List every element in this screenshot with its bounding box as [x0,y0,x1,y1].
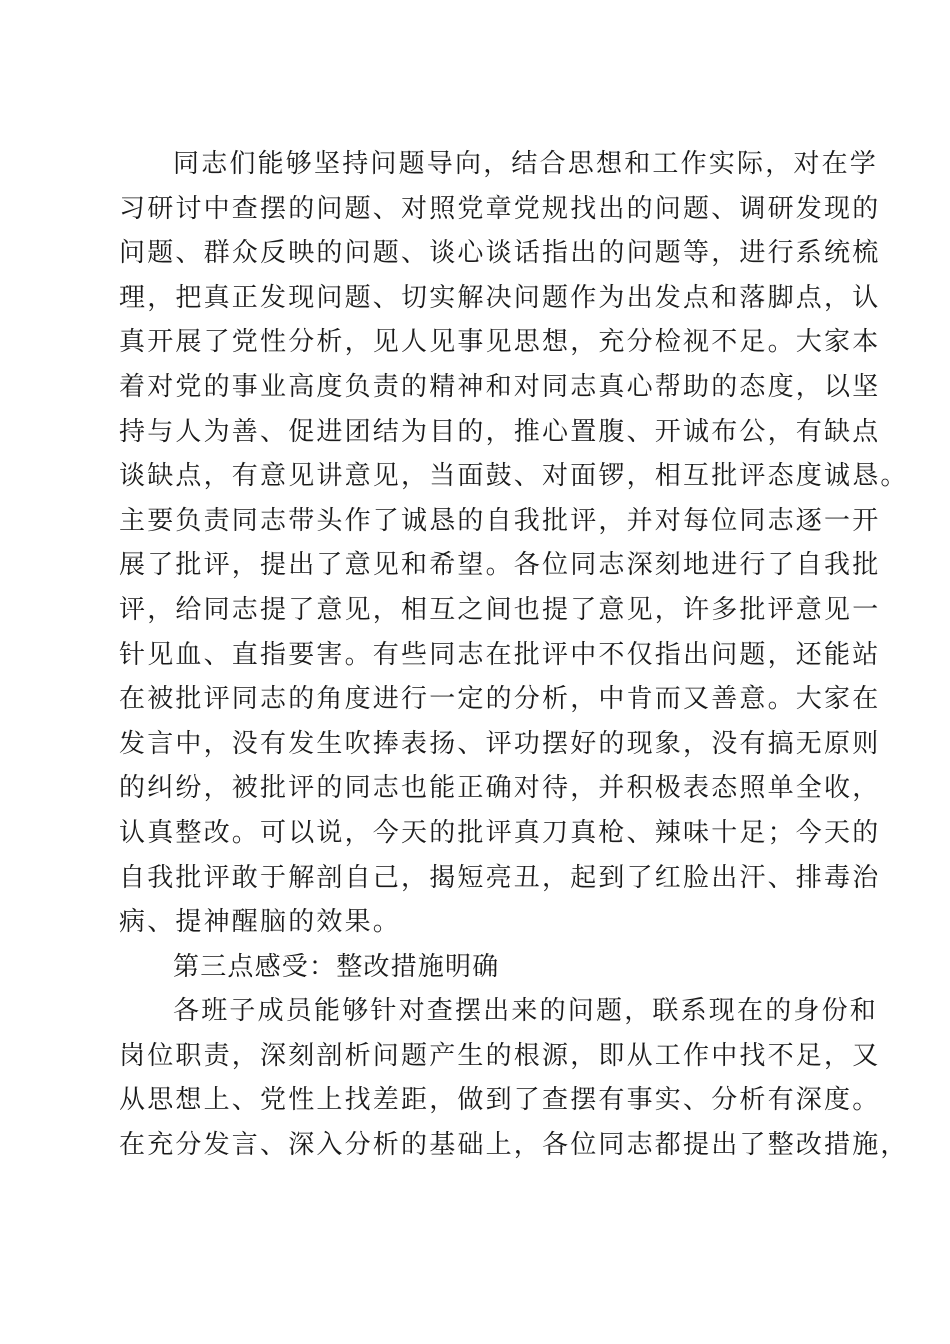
paragraph-1-line-17: 自我批评敢于解剖自己，揭短亮丑，起到了红脸出汗、排毒治 [119,862,881,893]
paragraph-1-line-9: 主要负责同志带头作了诚恳的自我批评，并对每位同志逐一开 [119,505,881,536]
body-text [119,142,909,1168]
paragraph-1-line-12: 针见血、直指要害。有些同志在批评中不仅指出问题，还能站 [119,639,881,670]
paragraph-1-line-10: 展了批评，提出了意见和希望。各位同志深刻地进行了自我批 [119,550,881,581]
paragraph-1-line-15: 的纠纷，被批评的同志也能正确对待，并积极表态照单全收， [119,773,881,804]
paragraph-2-line-3: 从思想上、党性上找差距，做到了查摆有事实、分析有深度。 [119,1085,881,1116]
paragraph-1-line-2: 习研讨中查摆的问题、对照党章党规找出的问题、调研发现的 [119,193,881,224]
paragraph-1-line-3: 问题、群众反映的问题、谈心谈话指出的问题等，进行系统梳 [119,238,881,269]
paragraph-1-line-13: 在被批评同志的角度进行一定的分析，中肯而又善意。大家在 [119,684,881,715]
paragraph-2-line-1: 各班子成员能够针对查摆出来的问题，联系现在的身份和 [173,996,879,1027]
paragraph-1-line-6: 着对党的事业高度负责的精神和对同志真心帮助的态度，以坚 [119,371,881,402]
paragraph-1-line-11: 评，给同志提了意见，相互之间也提了意见，许多批评意见一 [119,594,881,625]
paragraph-1-line-1: 同志们能够坚持问题导向，结合思想和工作实际，对在学 [173,149,879,179]
paragraph-1-line-7: 持与人为善、促进团结为目的，推心置腹、开诚布公，有缺点 [119,416,881,447]
paragraph-2-line-2: 岗位职责，深刻剖析问题产生的根源，即从工作中找不足，又 [119,1040,881,1071]
paragraph-1-line-18: 病、提神醒脑的效果。 [119,907,402,938]
paragraph-1-line-16: 认真整改。可以说，今天的批评真刀真枪、辣味十足；今天的 [119,817,881,848]
paragraph-1-line-8: 谈缺点，有意见讲意见，当面鼓、对面锣，相互批评态度诚恳。 [119,461,909,492]
paragraph-1-line-14: 发言中，没有发生吹捧表扬、评功摆好的现象，没有搞无原则 [119,728,881,759]
paragraph-1-line-4: 理，把真正发现问题、切实解决问题作为出发点和落脚点，认 [119,282,881,313]
paragraph-2-line-4: 在充分发言、深入分析的基础上，各位同志都提出了整改措施， [119,1130,909,1161]
section-heading: 第三点感受：整改措施明确 [173,951,500,982]
paragraph-1-line-5: 真开展了党性分析，见人见事见思想，充分检视不足。大家本 [119,327,881,358]
